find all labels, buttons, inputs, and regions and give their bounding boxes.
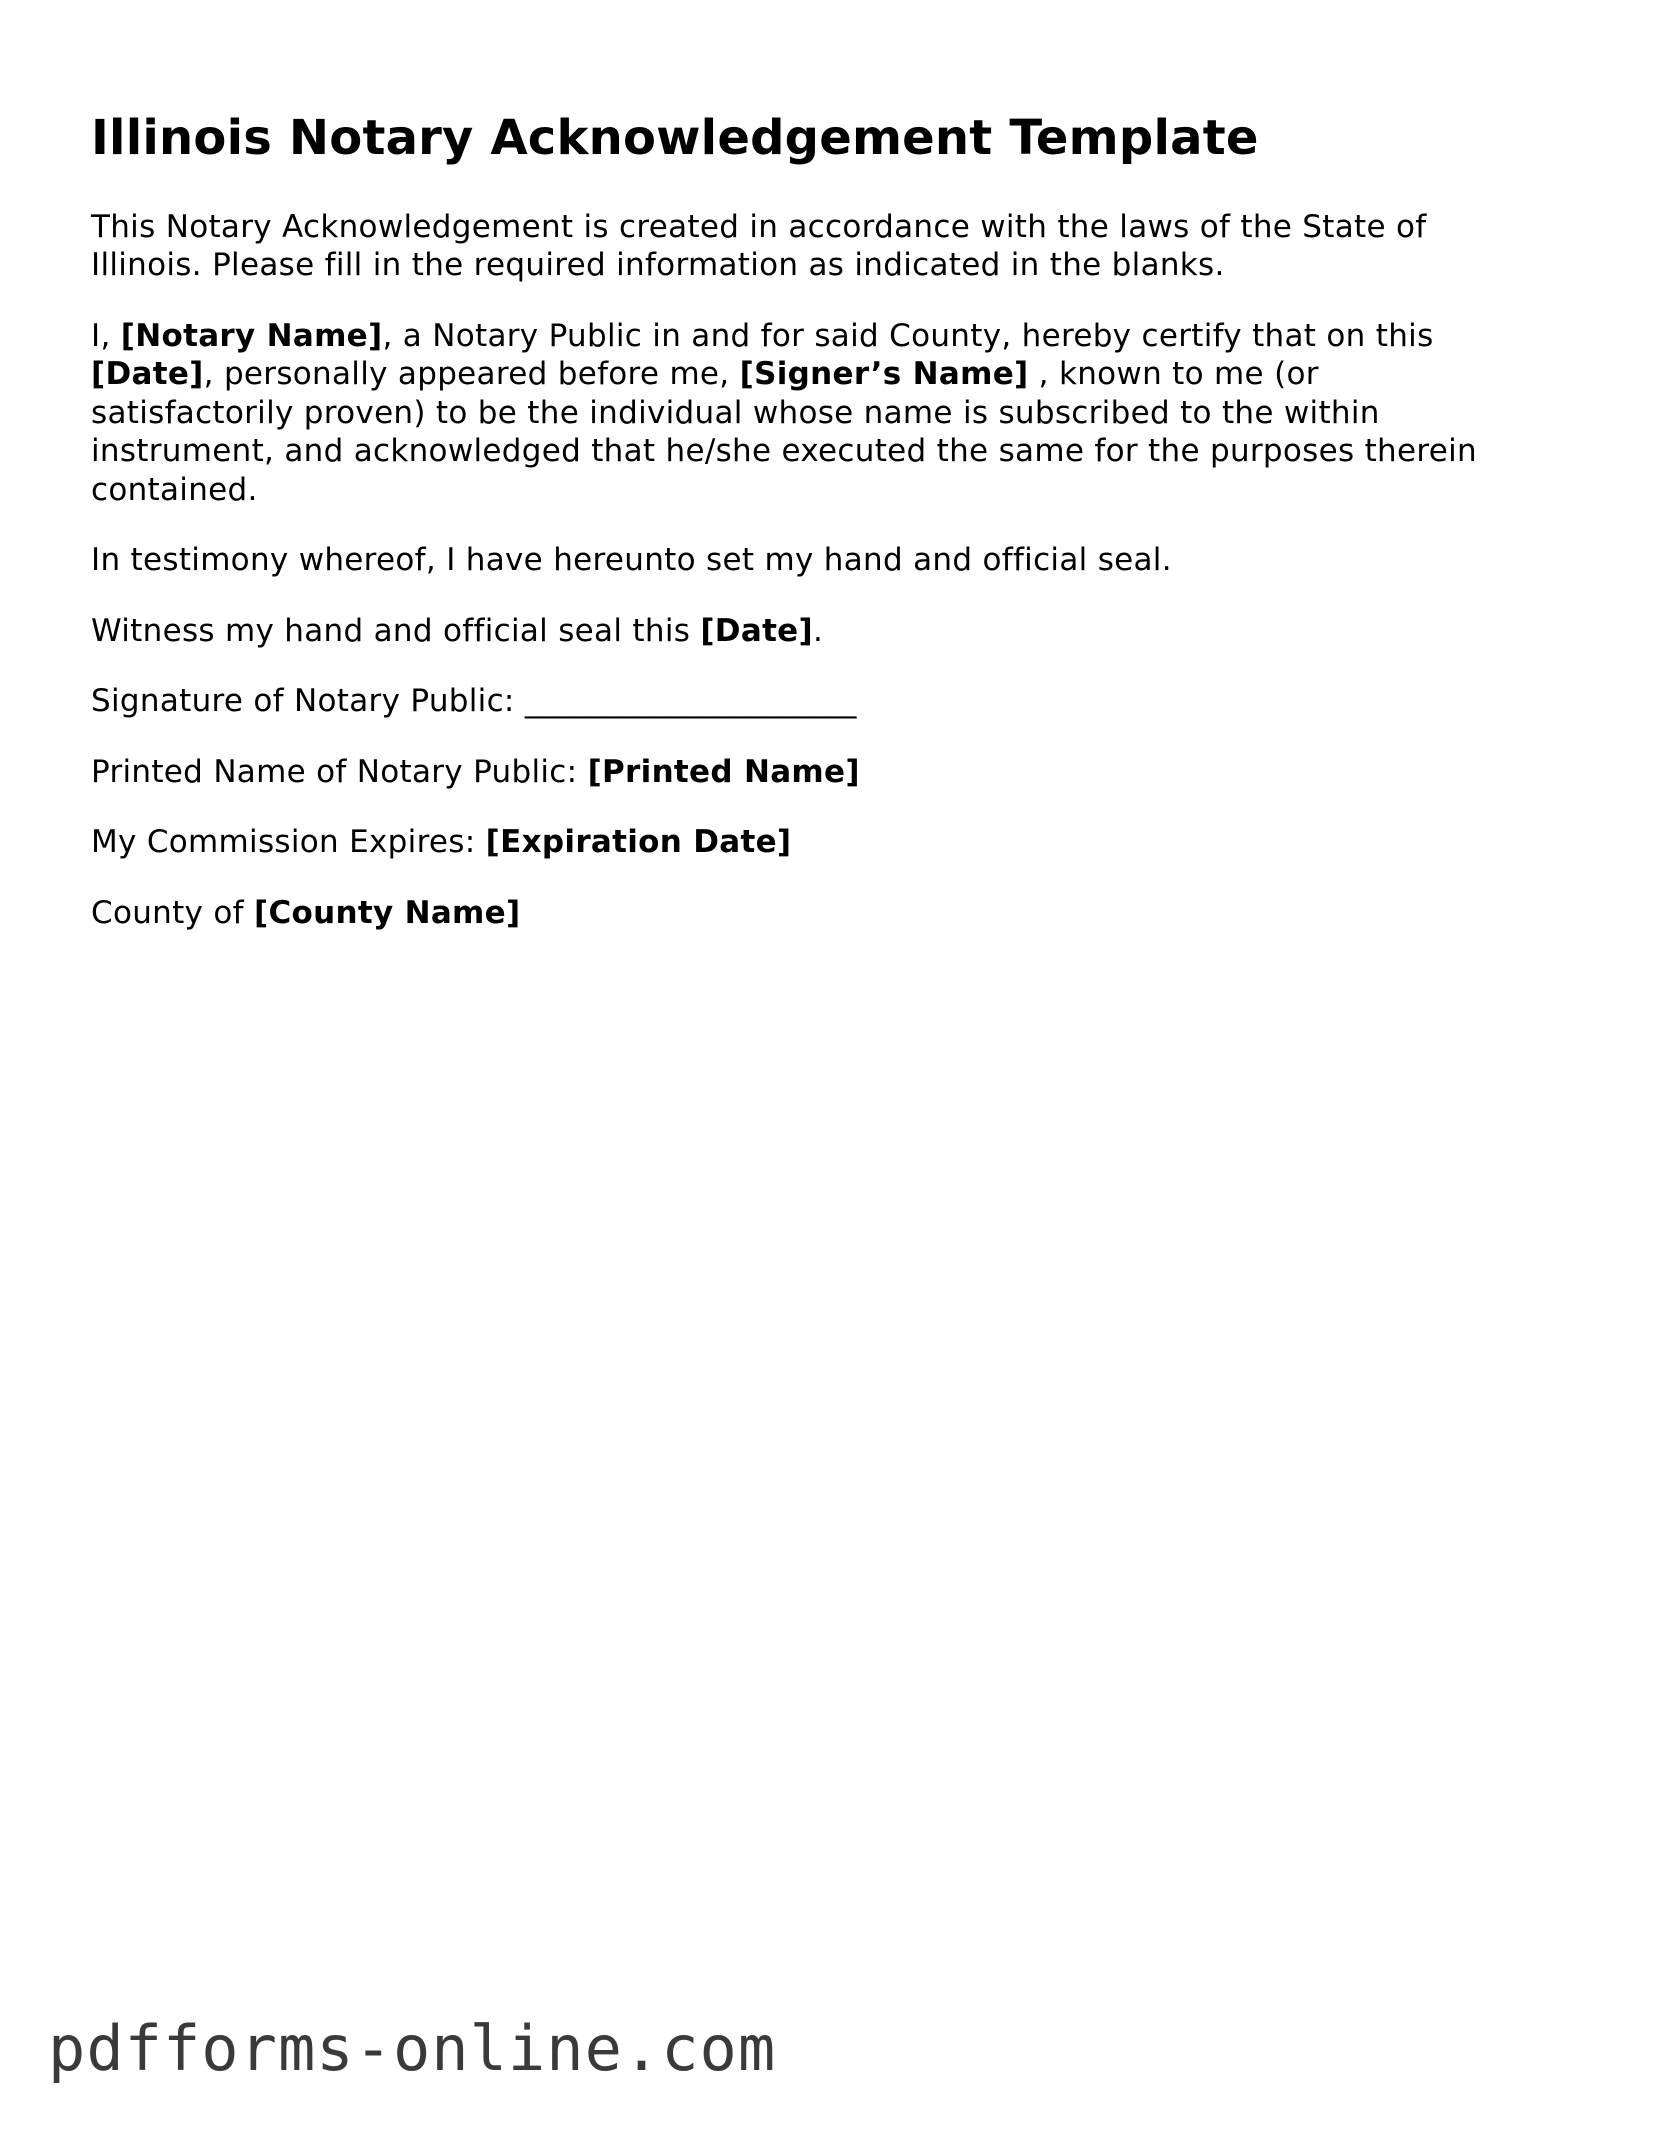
notary-name-placeholder: [Notary Name] (120, 317, 383, 354)
testimony-paragraph: In testimony whereof, I have hereunto set my hand and official seal. (91, 542, 1172, 579)
witness-label: Witness my hand and official seal this (91, 612, 701, 649)
printed-name-label: Printed Name of Notary Public: (91, 753, 588, 790)
county-line (91, 894, 1531, 933)
witness-date-placeholder: [Date] (700, 612, 813, 649)
witness-end: . (812, 612, 824, 649)
date-placeholder: [Date] (91, 356, 204, 393)
signature-line (91, 682, 1531, 721)
document-title: Illinois Notary Acknowledgement Template (91, 110, 1259, 166)
certification-paragraph (91, 317, 1531, 510)
expiration-date-placeholder: [Expiration Date] (485, 824, 792, 861)
intro-paragraph: This Notary Acknowledgement is created in accordance with the laws of the State of Illinois. Please fill in the required information as indicated in the blanks. (91, 208, 1427, 284)
commission-label: My Commission Expires: (91, 824, 486, 861)
commission-line (91, 823, 1531, 862)
printed-name-placeholder: [Printed Name] (587, 753, 860, 790)
county-name-placeholder: [County Name] (254, 894, 521, 931)
signature-blank: _____________________ (524, 683, 857, 720)
witness-line (91, 612, 1531, 651)
county-label: County of (91, 894, 254, 931)
signature-label: Signature of Notary Public: (91, 683, 525, 720)
cert-text-3: , personally appeared before me, (203, 356, 740, 393)
printed-name-line (91, 753, 1531, 792)
watermark-text: pdfforms-online.com (48, 2012, 777, 2085)
signer-name-placeholder: [Signer’s Name] (739, 356, 1029, 393)
cert-text-4: , known to me (or satisfactorily proven) to be the individual whose name is subscribed to the within instrument, and acknowledged that he/she executed the same for the purposes therein contained. (91, 356, 1477, 508)
document-body (91, 110, 1531, 964)
cert-text-2: , a Notary Public in and for said County, hereby certify that on this (382, 317, 1434, 354)
cert-text-1: I, (91, 317, 121, 354)
